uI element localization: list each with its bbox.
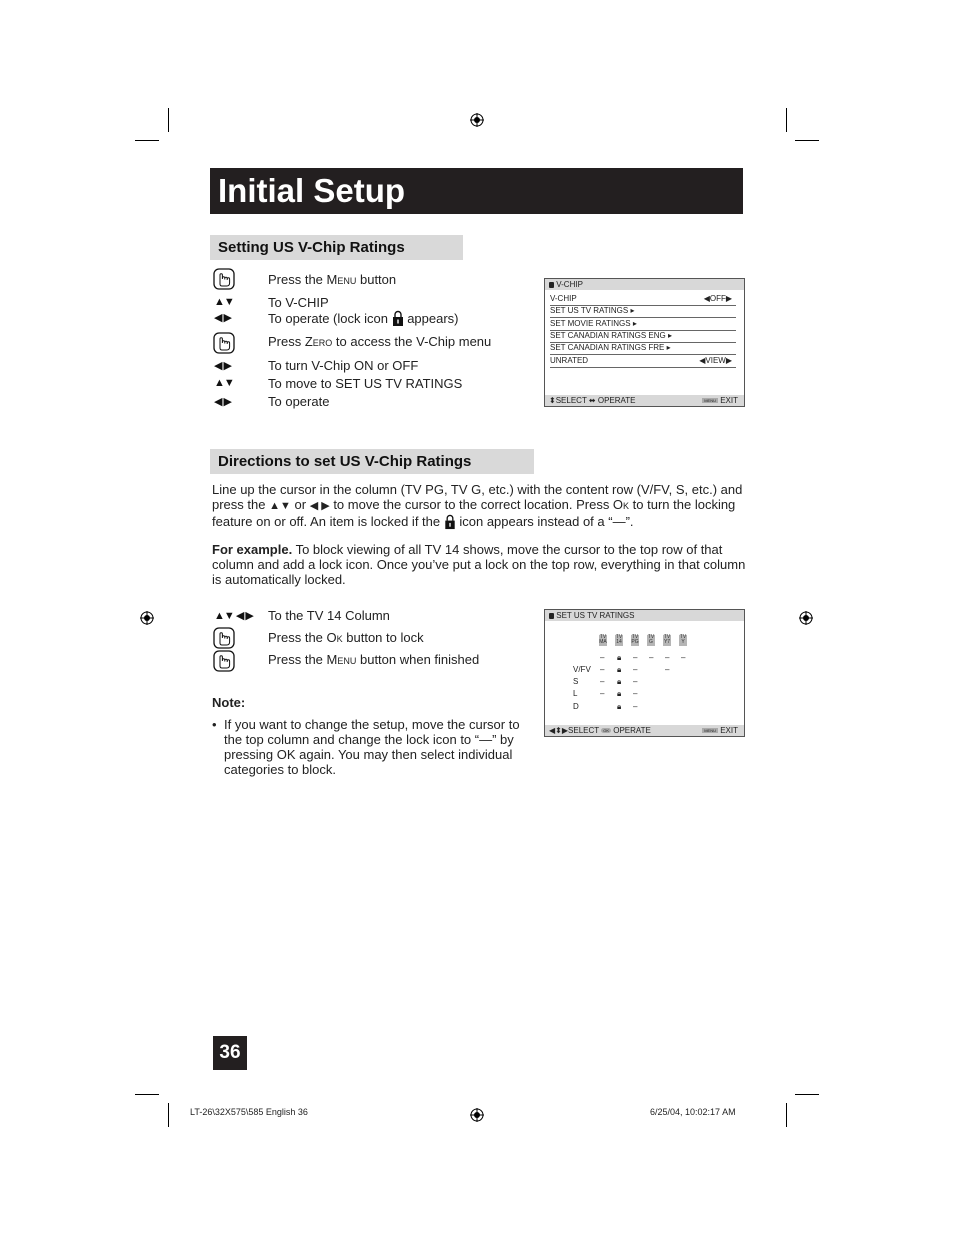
all-direction-arrows-icon: ▲▼ ◀ ▶ — [214, 610, 253, 622]
lock-icon — [392, 310, 404, 327]
step-toggle-vchip: To turn V-Chip ON or OFF — [268, 358, 419, 373]
lock-icon: 🔒︎ — [617, 665, 622, 674]
crop-mark — [786, 1103, 787, 1127]
step-press-menu: Press the Menu button — [268, 272, 397, 287]
crop-mark — [786, 108, 787, 132]
directions-paragraph: Line up the cursor in the column (TV PG, TV G, etc.) with the content row (V/FV, S, etc.) and press the ▲▼ or ◀ ▶ to move the cursor to the correct location. Press Ok to turn the locking feature on or off. An item is locked if the icon appears instead of a “—”. — [212, 482, 743, 529]
lock-icon: 🔒︎ — [617, 689, 622, 698]
step-to-vchip: To V-CHIP — [268, 295, 329, 310]
page-title: Initial Setup — [210, 168, 743, 214]
vchip-menu-screen — [544, 278, 745, 407]
section-heading-vchip: Setting US V-Chip Ratings — [210, 235, 463, 260]
rating-column-header[interactable]: TV PG — [631, 634, 639, 645]
example-paragraph: For example. To block viewing of all TV 14 shows, move the cursor to the top row of that column and add a lock icon. Once you’ve put a lock on the top row, everything in that column is automatically locked. — [212, 542, 746, 587]
menu-item-set-us-tv-ratings[interactable]: SET US TV RATINGS ▸ — [550, 305, 736, 318]
us-tv-ratings-screen — [544, 609, 745, 737]
menu-item-set-canadian-eng[interactable]: SET CANADIAN RATINGS ENG ▸ — [550, 330, 736, 343]
rating-column-header[interactable]: TV Y — [679, 634, 687, 645]
crop-mark — [168, 108, 169, 132]
unlocked-dash: – — [633, 689, 638, 698]
registration-mark-icon — [799, 611, 813, 625]
lock-icon: 🔒︎ — [617, 653, 622, 662]
step-move-us-tv: To move to SET US TV RATINGS — [268, 376, 463, 391]
unlocked-dash: – — [665, 665, 670, 674]
registration-mark-icon — [140, 611, 154, 625]
unlocked-dash: – — [600, 665, 605, 674]
unlocked-dash: – — [600, 677, 605, 686]
menu-item-unrated[interactable]: UNRATED ◀VIEW▶ — [550, 355, 736, 368]
remote-press-icon — [212, 626, 236, 650]
unlocked-dash: – — [665, 653, 670, 662]
lock-icon — [444, 514, 456, 530]
ratings-screen-footer: ◀⬍▶SELECT OK OPERATE MENU EXIT — [545, 725, 744, 736]
unlocked-dash: – — [681, 653, 686, 662]
crop-mark — [795, 1094, 819, 1095]
step-to-tv14-column: To the TV 14 Column — [268, 608, 390, 623]
note-text: If you want to change the setup, move the cursor to the top column and change the lock icon to “—” by pressing OK again. You may then select individual categories to block. — [224, 717, 520, 777]
menu-item-set-movie-ratings[interactable]: SET MOVIE RATINGS ▸ — [550, 318, 736, 331]
remote-press-icon — [212, 267, 236, 291]
content-row-label: V/FV — [573, 665, 591, 674]
menu-item-vchip[interactable]: V-CHIP ◀OFF▶ — [550, 293, 736, 306]
menu-item-set-canadian-fre[interactable]: SET CANADIAN RATINGS FRE ▸ — [550, 342, 736, 355]
up-down-arrows-icon: ▲▼ — [214, 377, 234, 389]
remote-press-icon — [212, 649, 236, 673]
lock-icon — [549, 282, 554, 288]
unlocked-dash: – — [633, 665, 638, 674]
rating-column-header[interactable]: TV 14 — [615, 634, 623, 645]
rating-column-header[interactable]: TV Y7 — [663, 634, 671, 645]
rating-column-header[interactable]: TV MA — [599, 634, 607, 645]
step-press-zero: Press Zero to access the V-Chip menu — [268, 334, 492, 349]
crop-mark — [168, 1103, 169, 1127]
footer-timestamp: 6/25/04, 10:02:17 AM — [650, 1107, 736, 1117]
unlocked-dash: – — [633, 702, 638, 711]
vchip-screen-header: V-CHIP — [545, 279, 744, 290]
step-operate: To operate — [268, 394, 330, 409]
lock-icon: 🔒︎ — [617, 677, 622, 686]
remote-press-icon — [212, 331, 236, 355]
content-row-label: D — [573, 702, 579, 711]
page-number: 36 — [213, 1036, 247, 1070]
left-right-arrows-icon: ◀ ▶ — [214, 360, 231, 372]
ratings-screen-header: SET US TV RATINGS — [545, 610, 744, 621]
step-press-menu-finish: Press the Menu button when finished — [268, 652, 480, 667]
unlocked-dash: – — [600, 653, 605, 662]
left-right-arrows-icon: ◀ ▶ — [214, 396, 231, 408]
lock-icon — [549, 613, 554, 619]
unlocked-dash: – — [600, 689, 605, 698]
note-label: Note: — [212, 695, 246, 710]
crop-mark — [135, 140, 159, 141]
registration-mark-icon — [470, 1108, 484, 1122]
registration-mark-icon — [470, 113, 484, 127]
rating-column-header[interactable]: TV G — [647, 634, 655, 645]
left-right-arrows-icon: ◀ ▶ — [214, 312, 231, 324]
vchip-screen-footer: ⬍SELECT ⬌ OPERATE MENU EXIT — [545, 395, 744, 406]
crop-mark — [795, 140, 819, 141]
lock-icon: 🔒︎ — [617, 702, 622, 711]
note-bullet: • — [212, 717, 217, 732]
unlocked-dash: – — [649, 653, 654, 662]
step-press-ok: Press the Ok button to lock — [268, 630, 424, 645]
content-row-label: S — [573, 677, 579, 686]
section-heading-directions: Directions to set US V-Chip Ratings — [210, 449, 534, 474]
crop-mark — [135, 1094, 159, 1095]
unlocked-dash: – — [633, 653, 638, 662]
content-row-label: L — [573, 689, 578, 698]
step-operate-lock: To operate (lock icon appears) — [268, 311, 459, 326]
footer-file-label: LT-26\32X575\585 English 36 — [190, 1107, 308, 1117]
up-down-arrows-icon: ▲▼ — [214, 296, 234, 308]
unlocked-dash: – — [633, 677, 638, 686]
